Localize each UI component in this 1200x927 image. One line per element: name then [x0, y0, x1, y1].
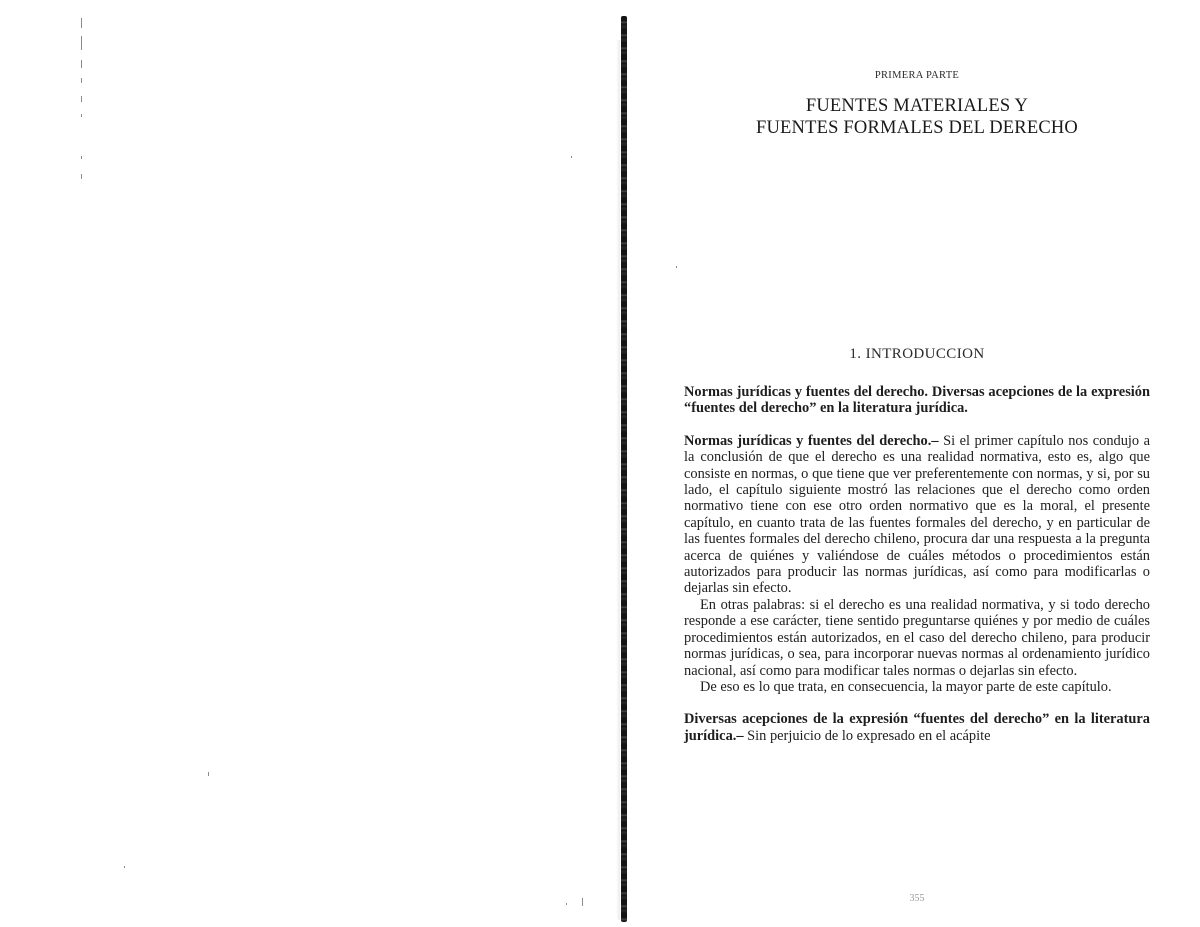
- paragraph-spacer: [684, 417, 1150, 433]
- paragraph: En otras palabras: si el derecho es una realidad normativa, y si todo derecho responde a ese carácter, tiene sentido preguntarse quiénes y por medio de cuáles procedimientos están autorizados, en el caso del derecho chileno, para producir normas jurídicas, o sea, para incorporar nuevas normas al ordenamiento jurídico nacional, así como para modificar tales normas o dejarlas sin efecto.: [684, 596, 1150, 679]
- run-in-heading: Diversas acepciones de la expresión “fuentes del derecho” en la literatura jurídica.–: [684, 711, 1150, 744]
- page-number: 355: [909, 893, 925, 904]
- part-title-line: FUENTES MATERIALES Y: [805, 96, 1029, 116]
- part-title: [684, 95, 1150, 139]
- scan-speck: [81, 78, 82, 83]
- scan-speck: [571, 156, 572, 158]
- body-text: [684, 384, 1150, 744]
- scan-speck: [81, 18, 82, 28]
- paragraph-spacer: [684, 695, 1150, 711]
- book-gutter: [621, 16, 627, 922]
- right-page: [684, 0, 1150, 927]
- scan-speck: [582, 898, 583, 906]
- paragraph: De eso es lo que trata, en consecuencia, la mayor parte de este capítulo.: [700, 678, 1112, 695]
- paragraph: [684, 433, 1150, 597]
- scan-speck: [81, 114, 82, 117]
- paragraph: [684, 711, 1150, 744]
- scan-speck: [676, 266, 677, 268]
- scan-speck: [566, 903, 567, 905]
- paragraph-text: Sin perjuicio de lo expresado en el acápite: [743, 727, 991, 744]
- part-title-line: FUENTES FORMALES DEL DERECHO: [756, 118, 1078, 138]
- scan-speck: [81, 96, 82, 102]
- scan-speck: [81, 174, 82, 179]
- paragraph-text: Si el primer capítulo nos condujo a la conclusión de que el derecho es una realidad normativa, esto es, algo que consiste en normas, o que tiene que ver preferentemente con normas, y si, por su lado, el capítulo siguiente mostró las relaciones que el derecho como orden normativo tiene con ese otro orden normativo que es la moral, el presente capítulo, en cuanto trata de las fuentes formales del derecho, y en particular de las fuentes formales del derecho chileno, procura dar una respuesta a la pregunta acerca de quiénes y valiéndose de cuáles métodos o procedimientos están autorizados para producir las normas jurídicas, así como para modificarlas o dejarlas sin efecto.: [684, 432, 1150, 597]
- scan-speck: [81, 60, 82, 68]
- scan-speck: [124, 866, 125, 868]
- section-heading: Normas jurídicas y fuentes del derecho. Diversas acepciones de la expresión “fuentes del derecho” en la literatura jurídica.: [684, 384, 1150, 417]
- run-in-heading: Normas jurídicas y fuentes del derecho.–: [684, 432, 939, 449]
- part-label: PRIMERA PARTE: [874, 70, 960, 81]
- scan-speck: [81, 156, 82, 159]
- scan-speck: [208, 772, 209, 776]
- scan-speck: [81, 36, 82, 50]
- gutter-shadow: [616, 40, 620, 920]
- chapter-heading: 1. INTRODUCCION: [849, 346, 985, 362]
